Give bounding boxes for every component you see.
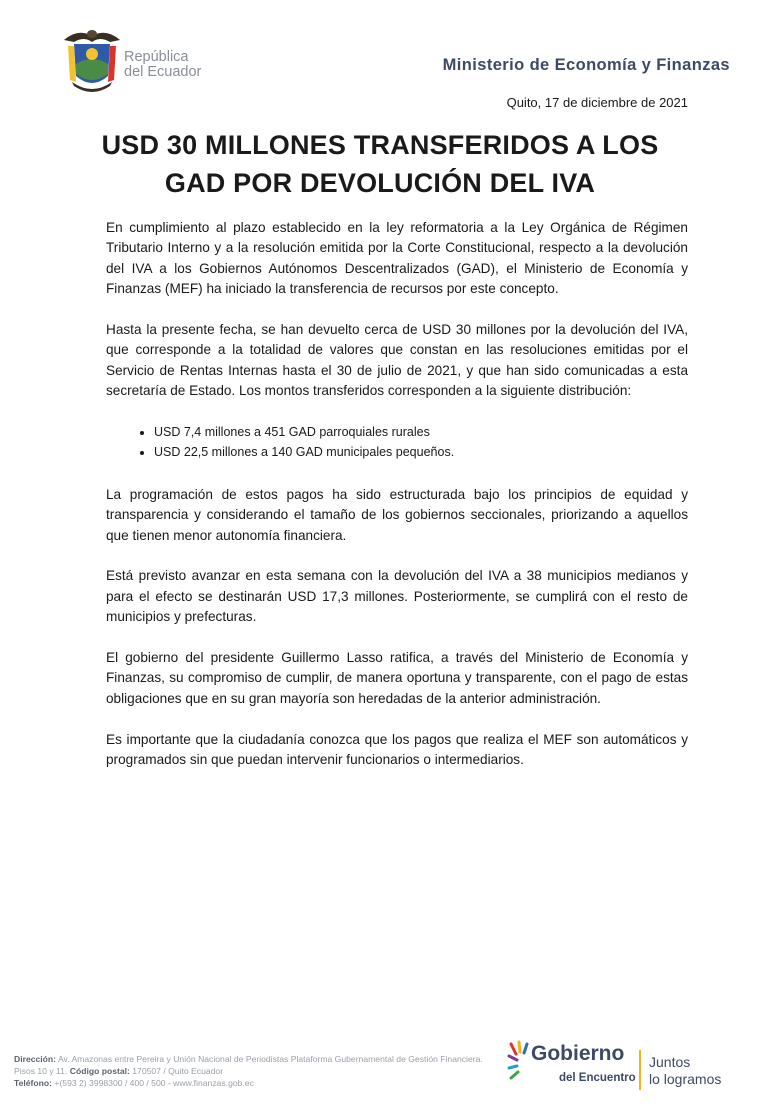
document-header — [0, 0, 760, 100]
ecuador-coat-of-arms-icon — [60, 24, 124, 96]
paragraph: La programación de estos pagos ha sido estructurada bajo los principios de equidad y transparencia y considerando el tamaño de los gobiernos seccionales, priorizando a aquellos que tienen menor autonomía financiera. — [106, 486, 688, 543]
distribution-list — [106, 422, 688, 463]
document-body — [106, 218, 688, 791]
phone-text: +(593 2) 3998300 / 400 / 500 - www.finanzas.gob.ec — [54, 1078, 254, 1088]
gobierno-del-encuentro-logo — [507, 1038, 747, 1096]
paragraph: Es importante que la ciudadanía conozca que los pagos que realiza el MEF son automáticos y programados sin que puedan intervenir funcionarios o intermediarios. — [106, 731, 688, 768]
document-title — [80, 126, 680, 202]
paragraph: En cumplimiento al plazo establecido en la ley reformatoria a la Ley Orgánica de Régimen Tributario Interno y a la resolución emitida por la Corte Constitucional, respecto a la devolución del IVA a los Gobiernos Autónomos Descentralizados (GAD), el Ministerio de Economía y Finanzas (MEF) ha iniciado la transferencia de recursos por este concepto. — [106, 220, 688, 297]
slogan-line-2: lo logramos — [649, 1071, 722, 1087]
logo-divider — [639, 1050, 641, 1090]
ministry-name: Ministerio de Economía y Finanzas — [442, 56, 730, 74]
postal-text: 170507 / Quito Ecuador — [132, 1066, 224, 1076]
list-item: • USD 22,5 millones a 140 GAD municipales pequeños. — [154, 442, 688, 462]
paragraph: Hasta la presente fecha, se han devuelto cerca de USD 30 millones por la devolución del IVA, que corresponde a la totalidad de valores que constan en las resoluciones emitidas por el Servicio de Rentas Internas hasta el 30 de julio de 2021, y que han sido comunicadas a esta secretaría de Estado. Los montos transferidos corresponden a la siguiente distribución: — [106, 322, 688, 399]
address-label: Dirección: — [14, 1054, 57, 1064]
logo-title: Gobierno — [531, 1042, 625, 1065]
colorful-burst-icon — [507, 1038, 533, 1094]
postal-label: Código postal: — [69, 1066, 130, 1076]
document-date: Quito, 17 de diciembre de 2021 — [506, 95, 688, 110]
republic-line-2: del Ecuador — [124, 64, 202, 80]
slogan-line-1: Juntos — [649, 1054, 691, 1070]
paragraph: El gobierno del presidente Guillermo Lasso ratifica, a través del Ministerio de Economía y Finanzas, su compromiso de cumplir, de manera oportuna y transparente, con el pago de estas obligaciones que en su gran mayoría son heredadas de la anterior administración. — [106, 650, 688, 706]
title-line-1: USD 30 MILLONES TRANSFERIDOS A LOS — [101, 130, 659, 160]
republic-line-1: República — [124, 49, 189, 65]
paragraph: Está previsto avanzar en esta semana con la devolución del IVA a 38 municipios medianos y para el efecto se destinarán USD 17,3 millones. Posteriormente, se cumplirá con el resto de municipios y prefecturas. — [106, 568, 688, 625]
list-item: • USD 7,4 millones a 451 GAD parroquiales rurales — [154, 422, 688, 442]
logo-slogan — [649, 1054, 721, 1088]
title-line-2: GAD POR DEVOLUCIÓN DEL IVA — [164, 168, 596, 198]
address-text: Av. Amazonas entre Pereira y Unión Nacional de Periodistas Plataforma Gubernamental de Gestión Financiera. Pisos 10 y 11. — [14, 1054, 483, 1076]
phone-label: Teléfono: — [14, 1078, 53, 1088]
logo-subtitle: del Encuentro — [559, 1072, 636, 1084]
footer-contact — [14, 1053, 484, 1089]
republic-label — [124, 50, 201, 80]
